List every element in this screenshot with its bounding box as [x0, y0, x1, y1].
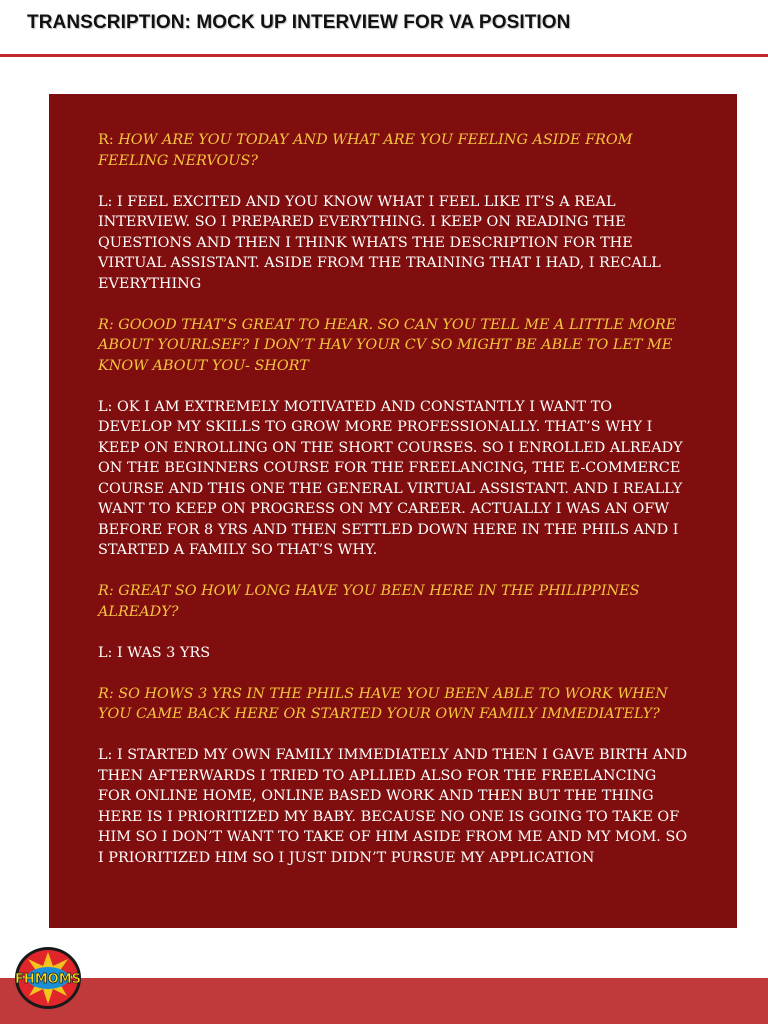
question-text: GOOOD THAT’S GREAT TO HEAR. SO CAN YOU TELL ME A LITTLE MORE ABOUT YOURLSEF? I DON’T HAV YOUR CV SO MIGHT BE ABLE TO LET ME KNOW ABOUT YOU- SHORT [98, 316, 677, 374]
answer-1 [98, 192, 688, 295]
title-divider [0, 54, 768, 57]
speaker-label: L: [98, 644, 113, 661]
question-2 [98, 315, 688, 377]
speaker-label: L: [98, 747, 113, 763]
speaker-label: R: [98, 583, 114, 599]
footer-bar [0, 978, 768, 1024]
speaker-label: L: [98, 398, 113, 415]
speaker-label: R: [98, 132, 114, 148]
question-text: HOW ARE YOU TODAY AND WHAT ARE YOU FEELING ASIDE FROM FEELING NERVOUS? [98, 132, 633, 169]
question-1 [98, 130, 688, 171]
logo-badge-icon [14, 946, 82, 1010]
speaker-label: R: [98, 685, 114, 702]
logo-text: FHMOMS [14, 972, 82, 987]
answer-text: I WAS 3 YRS [112, 644, 211, 661]
page-title: TRANSCRIPTION: MOCK UP INTERVIEW FOR VA POSITION [27, 12, 571, 33]
question-4 [98, 684, 688, 725]
answer-text: I STARTED MY OWN FAMILY IMMEDIATELY AND THEN I GAVE BIRTH AND THEN AFTERWARDS I TRIED TO APLLIED ALSO FOR THE FREELANCING FOR ONLINE HOME, ONLINE BASED WORK AND THEN BUT THE THING HERE IS I PRIORITIZED MY BABY. BECAUSE NO ONE IS GOING TO TAKE OF HIM SO I DON’T WANT TO TAKE OF HIM ASIDE FROM ME AND MY MOM. SO I PRIORITIZED HIM SO I JUST DIDN’T PURSUE MY APPLICATION [98, 747, 688, 866]
fhmoms-logo [14, 946, 82, 1010]
question-text: GREAT SO HOW LONG HAVE YOU BEEN HERE IN THE PHILIPPINES ALREADY? [98, 583, 640, 620]
speaker-label: R: [98, 316, 114, 333]
answer-2 [98, 397, 688, 561]
question-3 [98, 581, 688, 622]
answer-text: OK I AM EXTREMELY MOTIVATED AND CONSTANTLY I WANT TO DEVELOP MY SKILLS TO GROW MORE PROFESSIONALLY. THAT’S WHY I KEEP ON ENROLLING ON THE SHORT COURSES. SO I ENROLLED ALREADY ON THE BEGINNERS COURSE FOR THE FREELANCING, THE E-COMMERCE COURSE AND THIS ONE THE GENERAL VIRTUAL ASSISTANT. AND I REALLY WANT TO KEEP ON PROGRESS ON MY CAREER. ACTUALLY I WAS AN OFW BEFORE FOR 8 YRS AND THEN SETTLED DOWN HERE IN THE PHILS AND I STARTED A FAMILY SO THAT’S WHY. [98, 398, 683, 558]
speaker-label: L: [98, 193, 113, 210]
answer-4 [98, 745, 688, 868]
answer-3 [98, 643, 688, 664]
question-text: SO HOWS 3 YRS IN THE PHILS HAVE YOU BEEN ABLE TO WORK WHEN YOU CAME BACK HERE OR STARTED YOUR OWN FAMILY IMMEDIATELY? [98, 685, 668, 722]
transcript [98, 130, 688, 889]
answer-text: I FEEL EXCITED AND YOU KNOW WHAT I FEEL LIKE IT’S A REAL INTERVIEW. SO I PREPARED EVERYTHING. I KEEP ON READING THE QUESTIONS AND THEN I THINK WHATS THE DESCRIPTION FOR THE VIRTUAL ASSISTANT. ASIDE FROM THE TRAINING THAT I HAD, I RECALL EVERYTHING [98, 193, 661, 292]
